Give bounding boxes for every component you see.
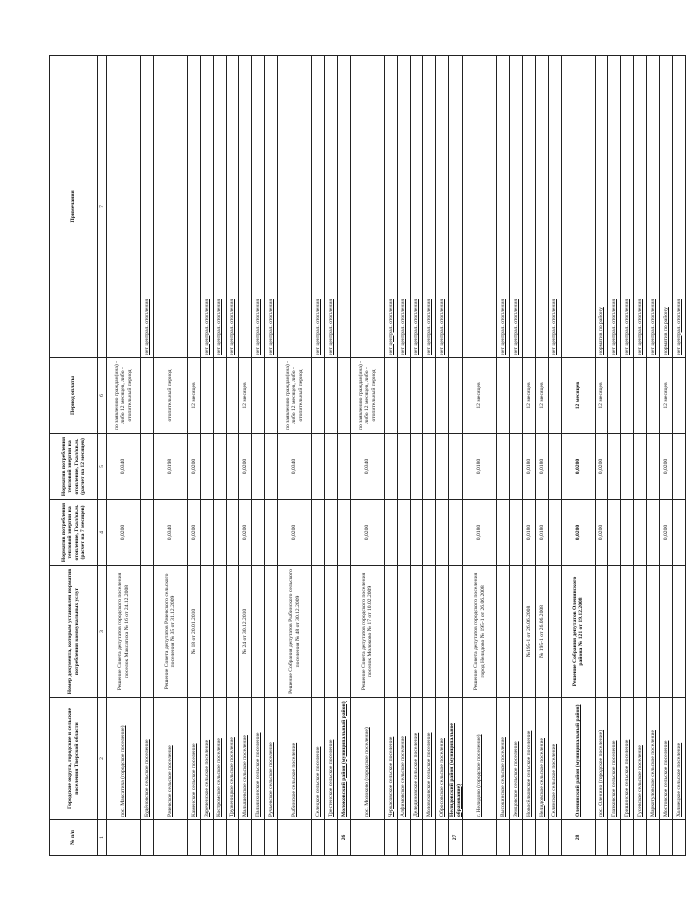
column-number: 2 xyxy=(98,698,107,820)
header-norm-7: Норматив потребления тепловой энергии на отопление, Гкал/кв.м. (расчет на 7 месяцев) xyxy=(50,500,98,566)
row-document xyxy=(312,566,325,698)
row-norm-7: 0,0200 xyxy=(278,500,312,566)
row-norm-12 xyxy=(672,434,685,500)
row-period xyxy=(325,358,338,434)
table-row xyxy=(634,56,647,856)
row-period xyxy=(265,358,278,434)
row-period xyxy=(213,358,226,434)
row-period: 12 месяцев xyxy=(660,358,673,434)
table-row xyxy=(278,56,312,856)
column-number: 6 xyxy=(98,358,107,434)
row-period xyxy=(337,358,350,434)
table-row xyxy=(384,56,397,856)
row-municipality: Мостовское сельское поселение xyxy=(660,698,673,820)
row-period xyxy=(509,358,522,434)
row-note: нет централ. отопления xyxy=(672,56,685,358)
row-document: Решение Собрания депутатов Оленинского района № 121 от 19.12.2008 xyxy=(561,566,595,698)
row-norm-12 xyxy=(410,434,423,500)
row-note: нет централ. отопления xyxy=(252,56,265,358)
row-period xyxy=(449,358,463,434)
header-number: № п/п xyxy=(50,820,98,856)
rotated-document xyxy=(49,56,682,856)
row-note xyxy=(187,56,200,358)
table-row xyxy=(153,56,187,856)
row-municipality: Гришинское сельское поселение xyxy=(621,698,634,820)
row-period: 12 месяцев xyxy=(535,358,548,434)
row-document: Решение Совета депутатов Рачевского сельского поселения № 35 от 31.12.2009 xyxy=(153,566,187,698)
row-norm-12 xyxy=(497,434,510,500)
row-norm-7 xyxy=(449,500,463,566)
row-document xyxy=(621,566,634,698)
row-note: нет централ. отопления xyxy=(213,56,226,358)
row-norm-7 xyxy=(213,500,226,566)
row-document xyxy=(325,566,338,698)
row-period xyxy=(621,358,634,434)
table-row xyxy=(325,56,338,856)
row-municipality: Нелидовский район (муниципальное образование) xyxy=(449,698,463,820)
row-document xyxy=(509,566,522,698)
table-row xyxy=(226,56,239,856)
row-norm-7 xyxy=(384,500,397,566)
row-document xyxy=(200,566,213,698)
table-row xyxy=(463,56,497,856)
row-norm-7 xyxy=(325,500,338,566)
row-municipality: Обросовское сельское поселение xyxy=(436,698,449,820)
row-number: 26 xyxy=(337,820,350,856)
row-period: по заявлению граждан(ина) - либо 12 месяцев, либо - отопительный период xyxy=(107,358,141,434)
row-number xyxy=(226,820,239,856)
table-row xyxy=(423,56,436,856)
row-document xyxy=(337,566,350,698)
row-norm-7 xyxy=(252,500,265,566)
row-norm-7 xyxy=(436,500,449,566)
table-row xyxy=(449,56,463,856)
row-norm-12: 0,0200 xyxy=(660,434,673,500)
row-norm-12 xyxy=(141,434,154,500)
row-note: нет централ. отопления xyxy=(384,56,397,358)
table-row xyxy=(397,56,410,856)
row-number xyxy=(278,820,312,856)
row-norm-7 xyxy=(509,500,522,566)
row-number: 28 xyxy=(561,820,595,856)
row-municipality: Малышевское сельское поселение xyxy=(239,698,252,820)
row-period xyxy=(397,358,410,434)
row-norm-7: 0,0200 xyxy=(660,500,673,566)
row-norm-12 xyxy=(608,434,621,500)
row-document: № 18 от 20.01.2010 xyxy=(187,566,200,698)
table-row xyxy=(213,56,226,856)
table-row xyxy=(337,56,350,856)
row-period: по заявлению граждан(ина) - либо 12 месяцев, либо - отопительный период xyxy=(278,358,312,434)
row-note: нет централ. отопления xyxy=(141,56,154,358)
row-municipality: Ручьевское сельское поселение xyxy=(265,698,278,820)
row-municipality: Зареченское сельское поселение xyxy=(200,698,213,820)
row-norm-12 xyxy=(252,434,265,500)
row-norm-12: 0,0180 xyxy=(522,434,535,500)
row-municipality: Глазковское сельское поселение xyxy=(608,698,621,820)
row-number xyxy=(647,820,660,856)
row-period: 12 месяцев xyxy=(522,358,535,434)
normative-table xyxy=(49,55,686,856)
row-document: №195-1 от 26.06.2008 xyxy=(522,566,535,698)
row-period xyxy=(672,358,685,434)
row-note: нет централ. отопления xyxy=(634,56,647,358)
row-norm-12 xyxy=(397,434,410,500)
row-municipality: пос. Оленино (городское поселение) xyxy=(595,698,608,820)
row-number xyxy=(107,820,141,856)
table-row xyxy=(252,56,265,856)
row-norm-12: 0,0200 xyxy=(561,434,595,500)
row-document xyxy=(397,566,410,698)
row-period xyxy=(312,358,325,434)
row-norm-12: 0,0198 xyxy=(153,434,187,500)
row-period xyxy=(423,358,436,434)
row-norm-12 xyxy=(634,434,647,500)
row-period xyxy=(436,358,449,434)
row-norm-12 xyxy=(226,434,239,500)
row-norm-12: 0,0200 xyxy=(187,434,200,500)
row-number xyxy=(141,820,154,856)
row-period: 12 месяцев xyxy=(463,358,497,434)
row-norm-12 xyxy=(509,434,522,500)
row-municipality: Труженицкое сельское поселение xyxy=(226,698,239,820)
row-norm-7 xyxy=(621,500,634,566)
row-municipality: Моловсковское сельское поселение xyxy=(423,698,436,820)
row-note: нет централ. отопления xyxy=(436,56,449,358)
row-note xyxy=(153,56,187,358)
table-row xyxy=(200,56,213,856)
row-number xyxy=(621,820,634,856)
row-norm-7 xyxy=(672,500,685,566)
row-municipality: Холмецкое сельское поселение xyxy=(672,698,685,820)
table-row xyxy=(621,56,634,856)
table-body xyxy=(107,56,686,856)
row-period: 12 месяцев xyxy=(187,358,200,434)
row-norm-7 xyxy=(608,500,621,566)
row-document: Решение Совета депутатов городского поселения город Нелидово № 195-1 от 26.06.2008 xyxy=(463,566,497,698)
row-norm-7 xyxy=(497,500,510,566)
row-document xyxy=(647,566,660,698)
column-numbers-row xyxy=(98,56,107,856)
row-note: нет централ. отопления xyxy=(497,56,510,358)
row-document: № 195-1 от 26.06.2008 xyxy=(535,566,548,698)
header-municipality: Городские округа, городские и сельские поселения Тверской области xyxy=(50,698,98,820)
column-number: 5 xyxy=(98,434,107,500)
row-note: нет централ. отопления xyxy=(312,56,325,358)
row-municipality: Пальчихинское сельское поселение xyxy=(252,698,265,820)
row-number: 27 xyxy=(449,820,463,856)
table-row xyxy=(141,56,154,856)
row-number xyxy=(200,820,213,856)
row-document xyxy=(608,566,621,698)
header-row xyxy=(50,56,98,856)
row-period xyxy=(200,358,213,434)
row-document: № 24 от 30.12.2010 xyxy=(239,566,252,698)
table-row xyxy=(522,56,535,856)
row-number xyxy=(153,820,187,856)
row-municipality: Новосёлковское сельское поселение xyxy=(522,698,535,820)
row-period xyxy=(141,358,154,434)
row-number xyxy=(325,820,338,856)
header-norm-12: Норматив потребления тепловой энергии на отопление, Гкал/кв.м. (расчет на 12 месяцев) xyxy=(50,434,98,500)
row-period xyxy=(252,358,265,434)
row-number xyxy=(522,820,535,856)
row-document xyxy=(265,566,278,698)
row-norm-12 xyxy=(384,434,397,500)
row-norm-12 xyxy=(436,434,449,500)
row-norm-7: 0,0200 xyxy=(561,500,595,566)
row-document xyxy=(423,566,436,698)
table-row xyxy=(410,56,423,856)
row-norm-12 xyxy=(423,434,436,500)
row-document: Решение Собрания депутатов Рыбинского сельского поселения № 48 от 30.12.2009 xyxy=(278,566,312,698)
table-row xyxy=(436,56,449,856)
table-row xyxy=(561,56,595,856)
row-period xyxy=(384,358,397,434)
row-document xyxy=(595,566,608,698)
row-norm-7 xyxy=(337,500,350,566)
table-row xyxy=(608,56,621,856)
row-norm-7 xyxy=(200,500,213,566)
row-document xyxy=(672,566,685,698)
row-norm-12 xyxy=(312,434,325,500)
row-note: норматив по району xyxy=(660,56,673,358)
row-period xyxy=(410,358,423,434)
row-norm-12 xyxy=(325,434,338,500)
row-municipality: Делединовское сельское поселение xyxy=(410,698,423,820)
row-note xyxy=(239,56,252,358)
row-number xyxy=(239,820,252,856)
row-norm-7: 0,0180 xyxy=(463,500,497,566)
row-municipality: Черкасовское сельское поселение xyxy=(384,698,397,820)
row-note: нет централ. отопления xyxy=(621,56,634,358)
row-number xyxy=(436,820,449,856)
row-norm-12: 0,0340 xyxy=(107,434,141,500)
row-municipality: пос. Максатиха (городское поселение) xyxy=(107,698,141,820)
row-norm-12: 0,0200 xyxy=(595,434,608,500)
row-period xyxy=(548,358,561,434)
row-number xyxy=(312,820,325,856)
row-number xyxy=(463,820,497,856)
row-number xyxy=(384,820,397,856)
row-municipality: Молоковский район (муниципальный район) xyxy=(337,698,350,820)
table-row xyxy=(350,56,384,856)
row-document xyxy=(660,566,673,698)
row-document xyxy=(449,566,463,698)
row-norm-7: 0,0200 xyxy=(187,500,200,566)
row-number xyxy=(497,820,510,856)
row-norm-7: 0,0200 xyxy=(239,500,252,566)
row-norm-12 xyxy=(449,434,463,500)
row-norm-7: 0,0200 xyxy=(350,500,384,566)
row-norm-12 xyxy=(548,434,561,500)
row-municipality: Трестенское сельское поселение xyxy=(325,698,338,820)
table-row xyxy=(660,56,673,856)
row-norm-7 xyxy=(423,500,436,566)
row-document xyxy=(634,566,647,698)
table-row xyxy=(595,56,608,856)
row-period xyxy=(497,358,510,434)
row-municipality: Нелидовское сельское поселение xyxy=(535,698,548,820)
table-row xyxy=(187,56,200,856)
row-note: нет централ. отопления xyxy=(325,56,338,358)
row-number xyxy=(634,820,647,856)
row-note: норматив по району xyxy=(595,56,608,358)
row-number xyxy=(187,820,200,856)
row-period: 12 месяцев xyxy=(239,358,252,434)
row-period xyxy=(634,358,647,434)
row-number xyxy=(410,820,423,856)
column-number: 3 xyxy=(98,566,107,698)
row-period: отопительный период xyxy=(153,358,187,434)
row-period: 12 месяцев xyxy=(595,358,608,434)
row-norm-7: 0,0200 xyxy=(107,500,141,566)
row-document: Решение Совета депутатов городского поселения поселок Молоково № 17 от 10.02.2009 xyxy=(350,566,384,698)
row-norm-7 xyxy=(548,500,561,566)
table-row xyxy=(312,56,325,856)
table-row xyxy=(107,56,141,856)
row-number xyxy=(608,820,621,856)
row-note: нет централ. отопления xyxy=(200,56,213,358)
row-municipality: Костромское сельское поселение xyxy=(213,698,226,820)
row-norm-7 xyxy=(634,500,647,566)
row-municipality: Оленинский район (муниципальный район) xyxy=(561,698,595,820)
row-note xyxy=(107,56,141,358)
row-number xyxy=(213,820,226,856)
row-number xyxy=(397,820,410,856)
row-note: нет централ. отопления xyxy=(226,56,239,358)
row-number xyxy=(509,820,522,856)
row-note xyxy=(350,56,384,358)
row-municipality: Высокинское сельское поселение xyxy=(497,698,510,820)
row-note xyxy=(449,56,463,358)
row-municipality: Селянское сельское поселение xyxy=(548,698,561,820)
row-number xyxy=(265,820,278,856)
row-number xyxy=(252,820,265,856)
row-norm-7 xyxy=(647,500,660,566)
row-document xyxy=(384,566,397,698)
row-municipality: Каменское сельское поселение xyxy=(187,698,200,820)
table-row xyxy=(509,56,522,856)
row-number xyxy=(595,820,608,856)
row-norm-7 xyxy=(312,500,325,566)
row-note: нет централ. отопления xyxy=(397,56,410,358)
row-municipality: Земцовское сельское поселение xyxy=(509,698,522,820)
row-document xyxy=(252,566,265,698)
row-municipality: Гусевское сельское поселение xyxy=(634,698,647,820)
row-document xyxy=(497,566,510,698)
row-norm-7: 0,0180 xyxy=(522,500,535,566)
row-note xyxy=(463,56,497,358)
column-number: 4 xyxy=(98,500,107,566)
row-document xyxy=(226,566,239,698)
header-notes: Примечания xyxy=(50,56,98,358)
table-row xyxy=(535,56,548,856)
row-norm-12 xyxy=(265,434,278,500)
row-norm-12: 0,0200 xyxy=(239,434,252,500)
table-row xyxy=(265,56,278,856)
row-period xyxy=(647,358,660,434)
header-document: Номер документа, которым установлен норматив потребления коммунальных услуг xyxy=(50,566,98,698)
row-number xyxy=(423,820,436,856)
row-municipality: Алфимовское сельское поселение xyxy=(397,698,410,820)
row-norm-7 xyxy=(226,500,239,566)
column-number: 1 xyxy=(98,820,107,856)
row-norm-12 xyxy=(621,434,634,500)
row-norm-12 xyxy=(337,434,350,500)
row-norm-12: 0,0180 xyxy=(535,434,548,500)
row-number xyxy=(672,820,685,856)
row-note: нет централ. отопления xyxy=(548,56,561,358)
table-row xyxy=(672,56,685,856)
row-norm-7: 0,0180 xyxy=(535,500,548,566)
table-row xyxy=(239,56,252,856)
row-norm-12 xyxy=(647,434,660,500)
row-municipality: пос. Молоково (городское поселение) xyxy=(350,698,384,820)
row-note: нет централ. отопления xyxy=(647,56,660,358)
row-document: Решение Совета депутатов городского поселения поселок Максатиха № 16 от 24.12.2008 xyxy=(107,566,141,698)
row-municipality: Рыбинское сельское поселение xyxy=(278,698,312,820)
row-norm-12: 0,0340 xyxy=(350,434,384,500)
row-period xyxy=(608,358,621,434)
row-municipality: г. Нелидово (городское поселение) xyxy=(463,698,497,820)
row-norm-12 xyxy=(213,434,226,500)
row-norm-12: 0,0180 xyxy=(463,434,497,500)
row-number xyxy=(548,820,561,856)
row-note: нет централ. отопления xyxy=(410,56,423,358)
row-note: нет централ. отопления xyxy=(265,56,278,358)
row-number xyxy=(535,820,548,856)
row-norm-7 xyxy=(141,500,154,566)
table-row xyxy=(497,56,510,856)
row-period xyxy=(226,358,239,434)
row-municipality: Рачевское сельское поселение xyxy=(153,698,187,820)
row-document xyxy=(436,566,449,698)
column-number: 7 xyxy=(98,56,107,358)
row-norm-7: 0,0340 xyxy=(153,500,187,566)
row-note xyxy=(561,56,595,358)
row-norm-7: 0,0200 xyxy=(595,500,608,566)
row-document xyxy=(410,566,423,698)
row-norm-7 xyxy=(397,500,410,566)
table-row xyxy=(548,56,561,856)
row-norm-7 xyxy=(265,500,278,566)
row-municipality: Селецкое сельское поселение xyxy=(312,698,325,820)
table-row xyxy=(647,56,660,856)
row-number xyxy=(660,820,673,856)
row-note: нет централ. отопления xyxy=(608,56,621,358)
header-period: Период оплаты xyxy=(50,358,98,434)
row-period: по заявлению граждан(ина) - либо 12 месяцев, либо - отопительный период xyxy=(350,358,384,434)
row-document xyxy=(548,566,561,698)
row-municipality: Маркотуловское сельское поселение xyxy=(647,698,660,820)
row-number xyxy=(350,820,384,856)
row-document xyxy=(141,566,154,698)
row-document xyxy=(213,566,226,698)
row-note: нет централ. отопления xyxy=(423,56,436,358)
row-note xyxy=(337,56,350,358)
row-period: 12 месяцев xyxy=(561,358,595,434)
row-norm-12: 0,0340 xyxy=(278,434,312,500)
row-note xyxy=(535,56,548,358)
row-note xyxy=(522,56,535,358)
row-norm-7 xyxy=(410,500,423,566)
row-norm-12 xyxy=(200,434,213,500)
row-note: нет централ. отопления xyxy=(509,56,522,358)
row-note xyxy=(278,56,312,358)
row-municipality: Будёновское сельское поселение xyxy=(141,698,154,820)
